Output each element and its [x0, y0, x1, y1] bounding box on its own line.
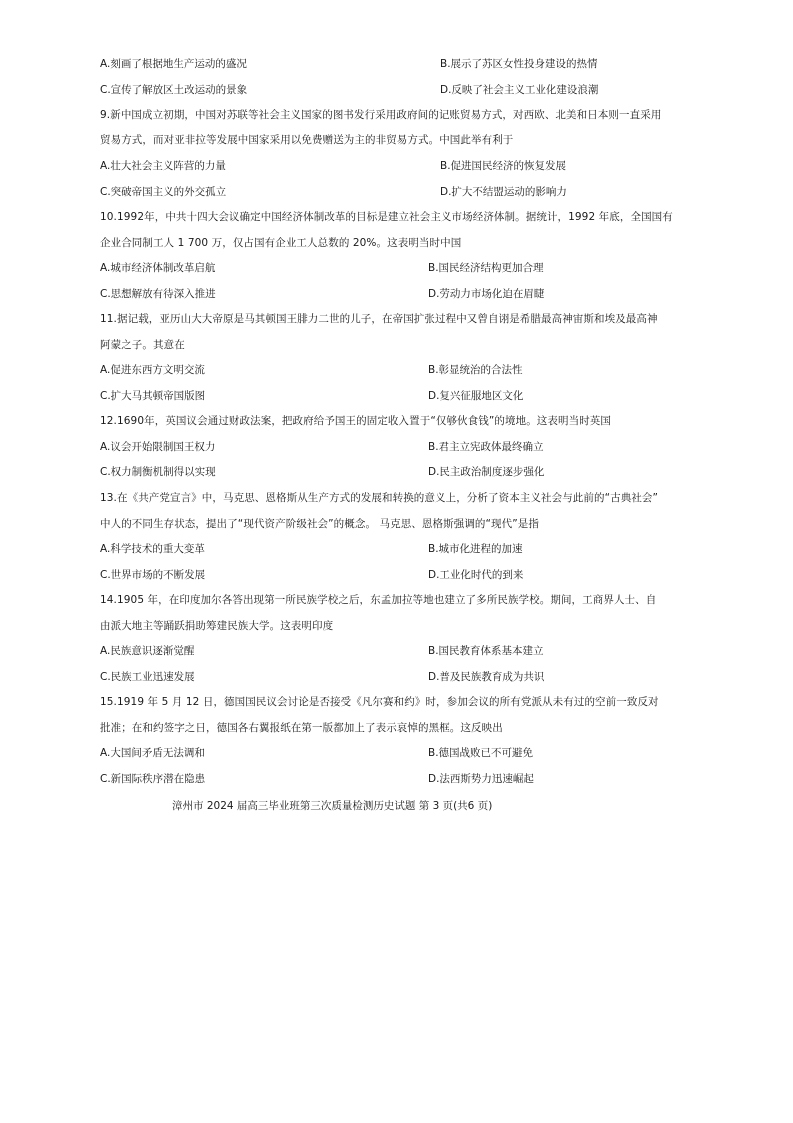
- q14-option-a: A.民族意识逐渐觉醒: [100, 645, 195, 657]
- q10-option-c: C.思想解放有待深入推进: [100, 288, 216, 300]
- q15-option-d: D.法西斯势力迅速崛起: [428, 773, 534, 785]
- q12-stem-line-1: 12.1690年，英国议会通过财政法案，把政府给予国王的固定收入置于“仅够伙食钱”的境地。这表明当时英国: [100, 415, 611, 427]
- q15-option-c: C.新国际秩序潜在隐患: [100, 773, 206, 785]
- q10-option-b: B.国民经济结构更加合理: [428, 262, 544, 274]
- q13-option-d: D.工业化时代的到来: [428, 569, 524, 581]
- q15-option-a: A.大国间矛盾无法调和: [100, 747, 205, 759]
- q14-option-c: C.民族工业迅速发展: [100, 671, 195, 683]
- q10-option-d: D.劳动力市场化迫在眉睫: [428, 288, 545, 300]
- q11-stem-line-2: 阿蒙之子。其意在: [100, 339, 185, 351]
- q8-option-d: D.反映了社会主义工业化建设浪潮: [440, 84, 599, 96]
- q13-stem-line-1: 13.在《共产党宣言》中，马克思、恩格斯从生产方式的发展和转换的意义上，分析了资本主义社会与此前的“古典社会”: [100, 492, 659, 504]
- q9-option-a: A.壮大社会主义阵营的力量: [100, 160, 226, 172]
- q8-option-b: B.展示了苏区女性投身建设的热情: [440, 58, 598, 70]
- q9-option-c: C.突破帝国主义的外交孤立: [100, 186, 227, 198]
- q10-stem-line-1: 10.1992年，中共十四大会议确定中国经济体制改革的目标是建立社会主义市场经济体制。据统计，1992 年底，全国国有: [100, 211, 673, 223]
- page-footer: 漳州市 2024 届高三毕业班第三次质量检测历史试题 第 3 页(共6 页): [172, 800, 493, 812]
- q12-option-d: D.民主政治制度逐步强化: [428, 466, 545, 478]
- q11-stem-line-1: 11.据记载，亚历山大大帝原是马其顿国王腓力二世的儿子，在帝国扩张过程中又曾自诩是希腊最高神宙斯和埃及最高神: [100, 313, 658, 325]
- q8-option-c: C.宣传了解放区土改运动的景象: [100, 84, 248, 96]
- q12-option-c: C.权力制衡机制得以实现: [100, 466, 216, 478]
- q9-option-d: D.扩大不结盟运动的影响力: [440, 186, 567, 198]
- q10-option-a: A.城市经济体制改革启航: [100, 262, 216, 274]
- q10-stem-line-2: 企业合同制工人 1 700 万，仅占国有企业工人总数的 20%。这表明当时中国: [100, 237, 462, 249]
- q14-option-d: D.普及民族教育成为共识: [428, 671, 545, 683]
- q9-stem-line-2: 贸易方式，而对亚非拉等发展中国家采用以免费赠送为主的非贸易方式。中国此举有利于: [100, 134, 514, 146]
- q12-option-a: A.议会开始限制国王权力: [100, 441, 216, 453]
- q12-option-b: B.君主立宪政体最终确立: [428, 441, 544, 453]
- q14-stem-line-2: 由派大地主等踊跃捐助筹建民族大学。这表明印度: [100, 620, 334, 632]
- q11-option-d: D.复兴征服地区文化: [428, 390, 524, 402]
- q13-option-a: A.科学技术的重大变革: [100, 543, 205, 555]
- q14-option-b: B.国民教育体系基本建立: [428, 645, 544, 657]
- q9-option-b: B.促进国民经济的恢复发展: [440, 160, 567, 172]
- q13-option-c: C.世界市场的不断发展: [100, 569, 206, 581]
- q11-option-c: C.扩大马其顿帝国版图: [100, 390, 206, 402]
- q15-option-b: B.德国战败已不可避免: [428, 747, 534, 759]
- q13-option-b: B.城市化进程的加速: [428, 543, 523, 555]
- q11-option-b: B.彰显统治的合法性: [428, 364, 523, 376]
- q9-stem-line-1: 9.新中国成立初期，中国对苏联等社会主义国家的图书发行采用政府间的记账贸易方式，对西欧、北美和日本则一直采用: [100, 109, 662, 121]
- q8-option-a: A.刻画了根据地生产运动的盛况: [100, 58, 247, 70]
- q11-option-a: A.促进东西方文明交流: [100, 364, 205, 376]
- q13-stem-line-2: 中人的不同生存状态，提出了“现代资产阶级社会”的概念。 马克思、恩格斯强调的“现代”是指: [100, 518, 539, 530]
- q14-stem-line-1: 14.1905 年，在印度加尔各答出现第一所民族学校之后，东孟加拉等地也建立了多所民族学校。期间，工商界人士、自: [100, 594, 657, 606]
- q15-stem-line-1: 15.1919 年 5 月 12 日，德国国民议会讨论是否接受《凡尔赛和约》时，参加会议的所有党派从未有过的空前一致反对: [100, 696, 659, 708]
- q15-stem-line-2: 批准；在和约签字之日，德国各右翼报纸在第一版都加上了表示哀悼的黑框。这反映出: [100, 722, 503, 734]
